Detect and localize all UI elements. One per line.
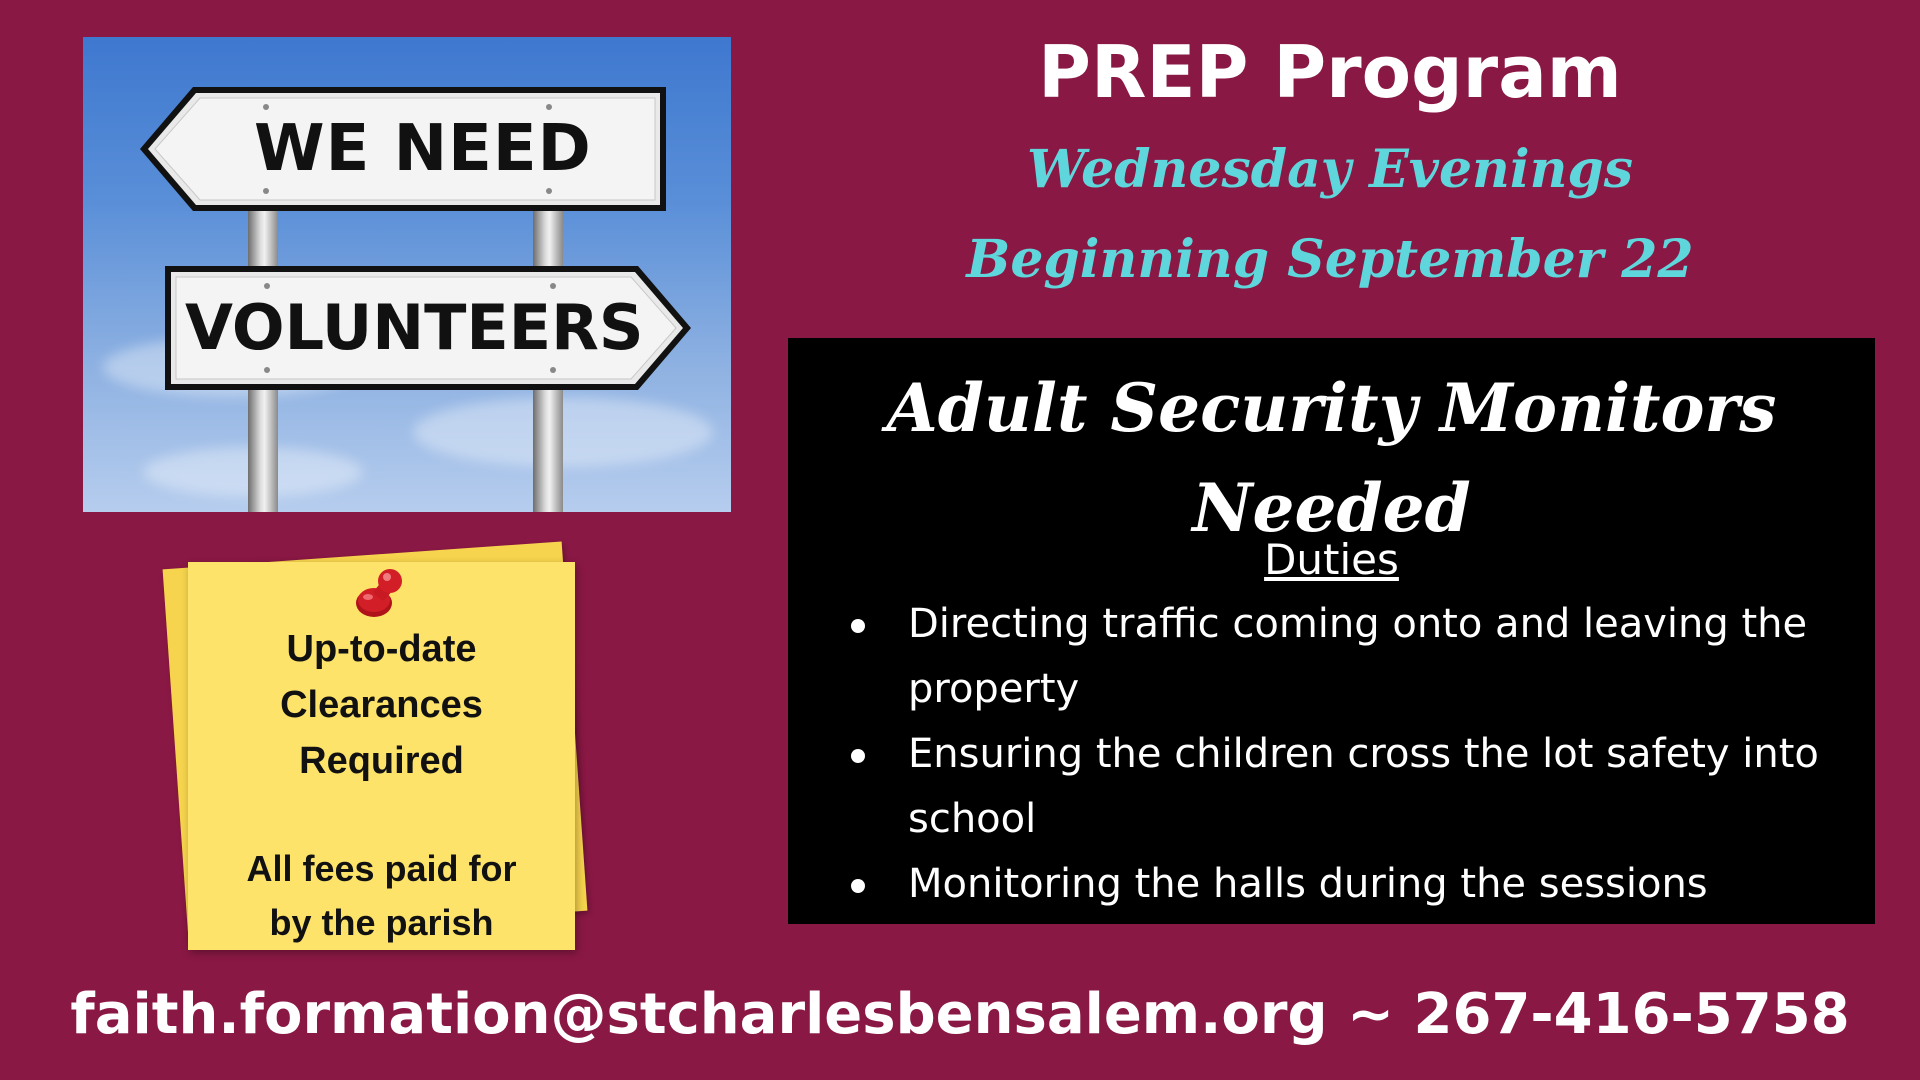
sign-volunteers-text: VOLUNTEERS (185, 291, 644, 364)
list-item (818, 722, 1868, 852)
note-line-1: Up-to-date (286, 628, 477, 670)
duty-text: Directing traffic coming onto and leaving the property (908, 601, 1808, 712)
note-line-3: Required (299, 740, 464, 782)
cloud (413, 397, 713, 467)
panel-title: Adult Security Monitors Needed (886, 369, 1777, 547)
list-item (818, 852, 1868, 917)
duties-list (818, 592, 1868, 917)
program-title: PREP Program (1038, 30, 1622, 114)
bullet-icon (851, 749, 865, 763)
bullet-icon (851, 619, 865, 633)
schedule-line-1: Wednesday Evenings (1026, 139, 1634, 200)
note-line-5: by the parish (269, 902, 494, 943)
note-line-4: All fees paid for (246, 848, 517, 889)
note-line-2: Clearances (280, 684, 483, 726)
schedule-line-2: Beginning September 22 (966, 229, 1694, 290)
duty-text: Ensuring the children cross the lot safety into school (908, 731, 1819, 842)
duties-panel (788, 338, 1875, 924)
list-item (818, 592, 1868, 722)
pushpin-icon (352, 567, 408, 623)
sign-volunteers (163, 264, 693, 392)
bullet-icon (851, 879, 865, 893)
duties-heading: Duties (1264, 535, 1399, 584)
sign-we-need (138, 85, 668, 213)
contact-info: faith.formation@stcharlesbensalem.org ~ 267-416-5758 (70, 982, 1850, 1047)
volunteers-sign-photo (83, 37, 731, 512)
sign-we-need-text: WE NEED (254, 112, 592, 186)
duty-text: Monitoring the halls during the sessions (908, 861, 1708, 907)
